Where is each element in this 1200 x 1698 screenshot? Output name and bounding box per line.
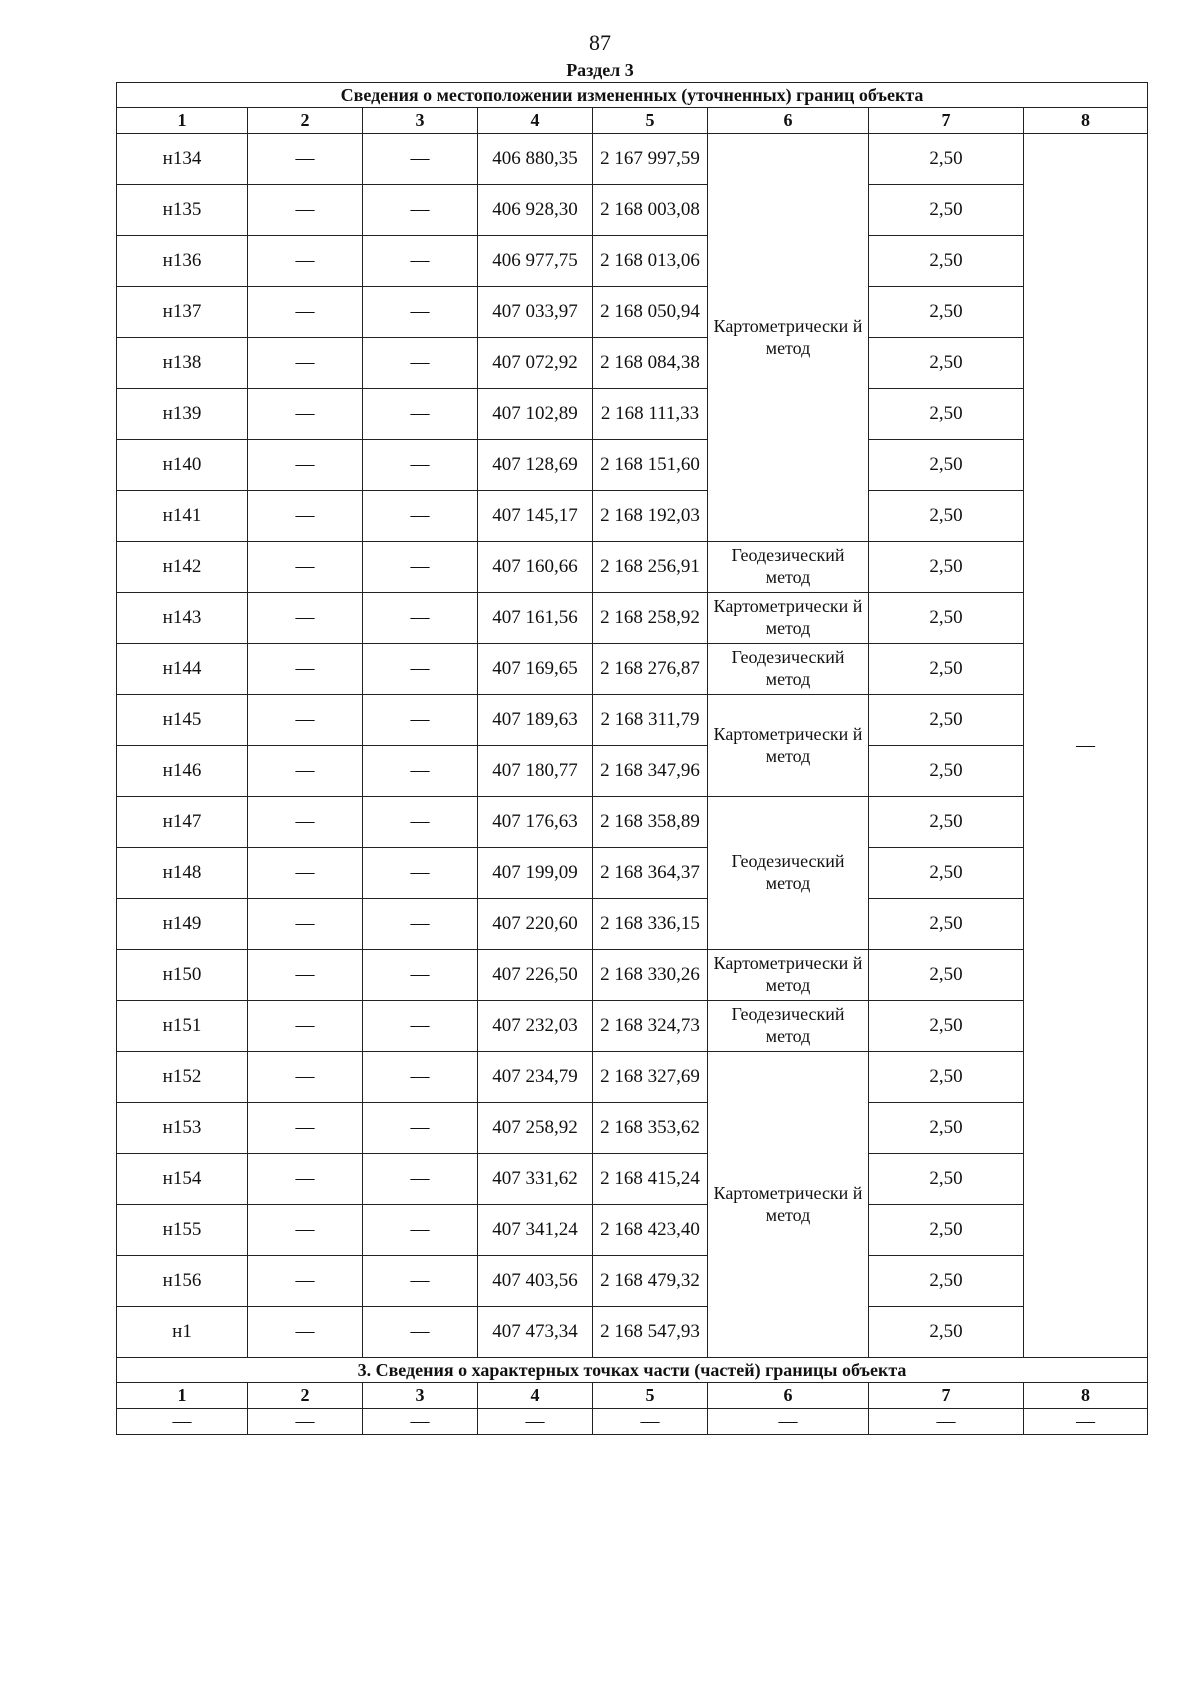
point-name: н139 <box>117 389 248 440</box>
col3-value: — <box>363 491 478 542</box>
col2-value: — <box>248 440 363 491</box>
precision-value: 2,50 <box>869 542 1024 593</box>
precision-value: 2,50 <box>869 185 1024 236</box>
y-coordinate: 2 168 258,92 <box>593 593 708 644</box>
col3-value: — <box>363 287 478 338</box>
col2-value: — <box>248 1103 363 1154</box>
col2-value: — <box>248 287 363 338</box>
precision-value: 2,50 <box>869 1001 1024 1052</box>
method-cell: Геодезический метод <box>708 1001 869 1052</box>
y-coordinate: 2 168 479,32 <box>593 1256 708 1307</box>
col3-value: — <box>363 542 478 593</box>
col2-value: — <box>248 185 363 236</box>
x-coordinate: 407 331,62 <box>478 1154 593 1205</box>
table-row <box>117 1001 1148 1052</box>
col2-value: — <box>248 236 363 287</box>
part-value-8: — <box>1024 1409 1148 1435</box>
col2-value: — <box>248 1052 363 1103</box>
y-coordinate: 2 168 151,60 <box>593 440 708 491</box>
part-value-7: — <box>869 1409 1024 1435</box>
precision-value: 2,50 <box>869 440 1024 491</box>
precision-value: 2,50 <box>869 695 1024 746</box>
col2-value: — <box>248 491 363 542</box>
x-coordinate: 406 880,35 <box>478 134 593 185</box>
col3-value: — <box>363 1256 478 1307</box>
y-coordinate: 2 168 547,93 <box>593 1307 708 1358</box>
col3-value: — <box>363 593 478 644</box>
x-coordinate: 407 473,34 <box>478 1307 593 1358</box>
col3-value: — <box>363 1154 478 1205</box>
column-number-row <box>117 108 1148 134</box>
part-value-5: — <box>593 1409 708 1435</box>
col8-value: — <box>1024 134 1148 1358</box>
col2-value: — <box>248 389 363 440</box>
col2-value: — <box>248 134 363 185</box>
precision-value: 2,50 <box>869 1256 1024 1307</box>
x-coordinate: 407 341,24 <box>478 1205 593 1256</box>
precision-value: 2,50 <box>869 1103 1024 1154</box>
y-coordinate: 2 168 364,37 <box>593 848 708 899</box>
table-row <box>117 389 1148 440</box>
col3-value: — <box>363 644 478 695</box>
column-number-8: 8 <box>1024 1383 1148 1409</box>
x-coordinate: 407 232,03 <box>478 1001 593 1052</box>
boundary-points-table <box>116 82 1148 1435</box>
table-row <box>117 1256 1148 1307</box>
x-coordinate: 407 189,63 <box>478 695 593 746</box>
table-row <box>117 797 1148 848</box>
point-name: н155 <box>117 1205 248 1256</box>
y-coordinate: 2 168 353,62 <box>593 1103 708 1154</box>
x-coordinate: 407 226,50 <box>478 950 593 1001</box>
column-number-2: 2 <box>248 108 363 134</box>
col3-value: — <box>363 185 478 236</box>
precision-value: 2,50 <box>869 899 1024 950</box>
part-title: 3. Сведения о характерных точках части (частей) границы объекта <box>117 1358 1148 1383</box>
y-coordinate: 2 168 324,73 <box>593 1001 708 1052</box>
part-value-2: — <box>248 1409 363 1435</box>
col2-value: — <box>248 899 363 950</box>
precision-value: 2,50 <box>869 338 1024 389</box>
y-coordinate: 2 168 347,96 <box>593 746 708 797</box>
point-name: н146 <box>117 746 248 797</box>
method-cell: Геодезический метод <box>708 542 869 593</box>
x-coordinate: 407 234,79 <box>478 1052 593 1103</box>
y-coordinate: 2 168 084,38 <box>593 338 708 389</box>
x-coordinate: 407 160,66 <box>478 542 593 593</box>
point-name: н148 <box>117 848 248 899</box>
point-name: н145 <box>117 695 248 746</box>
method-cell: Геодезический метод <box>708 644 869 695</box>
column-number-7: 7 <box>869 108 1024 134</box>
point-name: н135 <box>117 185 248 236</box>
y-coordinate: 2 168 336,15 <box>593 899 708 950</box>
point-name: н144 <box>117 644 248 695</box>
col3-value: — <box>363 134 478 185</box>
x-coordinate: 407 169,65 <box>478 644 593 695</box>
col2-value: — <box>248 1154 363 1205</box>
x-coordinate: 407 220,60 <box>478 899 593 950</box>
y-coordinate: 2 168 256,91 <box>593 542 708 593</box>
col2-value: — <box>248 542 363 593</box>
col3-value: — <box>363 695 478 746</box>
x-coordinate: 406 977,75 <box>478 236 593 287</box>
part-value-1: — <box>117 1409 248 1435</box>
table-row <box>117 1307 1148 1358</box>
col3-value: — <box>363 746 478 797</box>
y-coordinate: 2 167 997,59 <box>593 134 708 185</box>
table-row <box>117 491 1148 542</box>
y-coordinate: 2 168 003,08 <box>593 185 708 236</box>
point-name: н151 <box>117 1001 248 1052</box>
table-row <box>117 1052 1148 1103</box>
col3-value: — <box>363 338 478 389</box>
table-row <box>117 899 1148 950</box>
table-title-row <box>117 83 1148 108</box>
point-name: н152 <box>117 1052 248 1103</box>
point-name: н149 <box>117 899 248 950</box>
col3-value: — <box>363 797 478 848</box>
point-name: н137 <box>117 287 248 338</box>
col2-value: — <box>248 338 363 389</box>
point-name: н134 <box>117 134 248 185</box>
table-row <box>117 1103 1148 1154</box>
y-coordinate: 2 168 192,03 <box>593 491 708 542</box>
point-name: н150 <box>117 950 248 1001</box>
column-number-6: 6 <box>708 1383 869 1409</box>
table-row <box>117 746 1148 797</box>
col3-value: — <box>363 1205 478 1256</box>
precision-value: 2,50 <box>869 389 1024 440</box>
page-number: 87 <box>589 30 611 55</box>
point-name: н156 <box>117 1256 248 1307</box>
table-row <box>117 287 1148 338</box>
section-label: Раздел 3 <box>566 60 634 80</box>
table-row <box>117 134 1148 185</box>
table-row <box>117 236 1148 287</box>
precision-value: 2,50 <box>869 1205 1024 1256</box>
col3-value: — <box>363 440 478 491</box>
column-number-1: 1 <box>117 108 248 134</box>
point-name: н147 <box>117 797 248 848</box>
table-row <box>117 593 1148 644</box>
table-row <box>117 848 1148 899</box>
precision-value: 2,50 <box>869 950 1024 1001</box>
precision-value: 2,50 <box>869 1307 1024 1358</box>
method-cell: Картометрически й метод <box>708 1052 869 1358</box>
col3-value: — <box>363 848 478 899</box>
table-row <box>117 950 1148 1001</box>
col3-value: — <box>363 1001 478 1052</box>
column-number-2: 2 <box>248 1383 363 1409</box>
method-cell: Картометрически й метод <box>708 695 869 797</box>
column-number-6: 6 <box>708 108 869 134</box>
x-coordinate: 407 161,56 <box>478 593 593 644</box>
col3-value: — <box>363 950 478 1001</box>
method-cell: Картометрически й метод <box>708 593 869 644</box>
col3-value: — <box>363 899 478 950</box>
precision-value: 2,50 <box>869 491 1024 542</box>
part-column-number-row <box>117 1383 1148 1409</box>
point-name: н142 <box>117 542 248 593</box>
col2-value: — <box>248 797 363 848</box>
y-coordinate: 2 168 415,24 <box>593 1154 708 1205</box>
y-coordinate: 2 168 330,26 <box>593 950 708 1001</box>
point-name: н154 <box>117 1154 248 1205</box>
col3-value: — <box>363 1307 478 1358</box>
x-coordinate: 407 199,09 <box>478 848 593 899</box>
x-coordinate: 407 102,89 <box>478 389 593 440</box>
precision-value: 2,50 <box>869 1154 1024 1205</box>
precision-value: 2,50 <box>869 746 1024 797</box>
precision-value: 2,50 <box>869 848 1024 899</box>
point-name: н141 <box>117 491 248 542</box>
table-row <box>117 1205 1148 1256</box>
col2-value: — <box>248 746 363 797</box>
point-name: н153 <box>117 1103 248 1154</box>
part-value-6: — <box>708 1409 869 1435</box>
table-title: Сведения о местоположении измененных (уточненных) границ объекта <box>117 83 1148 108</box>
method-cell: Картометрически й метод <box>708 134 869 542</box>
part-value-3: — <box>363 1409 478 1435</box>
y-coordinate: 2 168 276,87 <box>593 644 708 695</box>
col2-value: — <box>248 1205 363 1256</box>
table-row <box>117 644 1148 695</box>
x-coordinate: 407 403,56 <box>478 1256 593 1307</box>
y-coordinate: 2 168 423,40 <box>593 1205 708 1256</box>
x-coordinate: 407 072,92 <box>478 338 593 389</box>
point-name: н1 <box>117 1307 248 1358</box>
col2-value: — <box>248 695 363 746</box>
precision-value: 2,50 <box>869 593 1024 644</box>
method-cell: Геодезический метод <box>708 797 869 950</box>
y-coordinate: 2 168 013,06 <box>593 236 708 287</box>
y-coordinate: 2 168 050,94 <box>593 287 708 338</box>
precision-value: 2,50 <box>869 797 1024 848</box>
col2-value: — <box>248 1307 363 1358</box>
table-row <box>117 1154 1148 1205</box>
col2-value: — <box>248 950 363 1001</box>
x-coordinate: 407 176,63 <box>478 797 593 848</box>
precision-value: 2,50 <box>869 287 1024 338</box>
part-data-row <box>117 1409 1148 1435</box>
column-number-5: 5 <box>593 1383 708 1409</box>
x-coordinate: 407 180,77 <box>478 746 593 797</box>
col2-value: — <box>248 644 363 695</box>
method-cell: Картометрически й метод <box>708 950 869 1001</box>
column-number-5: 5 <box>593 108 708 134</box>
precision-value: 2,50 <box>869 236 1024 287</box>
x-coordinate: 407 258,92 <box>478 1103 593 1154</box>
column-number-3: 3 <box>363 1383 478 1409</box>
column-number-4: 4 <box>478 108 593 134</box>
col2-value: — <box>248 1256 363 1307</box>
y-coordinate: 2 168 111,33 <box>593 389 708 440</box>
x-coordinate: 407 033,97 <box>478 287 593 338</box>
col3-value: — <box>363 236 478 287</box>
table-row <box>117 440 1148 491</box>
col2-value: — <box>248 1001 363 1052</box>
col3-value: — <box>363 1052 478 1103</box>
col2-value: — <box>248 848 363 899</box>
column-number-3: 3 <box>363 108 478 134</box>
x-coordinate: 406 928,30 <box>478 185 593 236</box>
point-name: н143 <box>117 593 248 644</box>
part-value-4: — <box>478 1409 593 1435</box>
col2-value: — <box>248 593 363 644</box>
point-name: н138 <box>117 338 248 389</box>
precision-value: 2,50 <box>869 644 1024 695</box>
x-coordinate: 407 128,69 <box>478 440 593 491</box>
col3-value: — <box>363 1103 478 1154</box>
col3-value: — <box>363 389 478 440</box>
y-coordinate: 2 168 358,89 <box>593 797 708 848</box>
column-number-7: 7 <box>869 1383 1024 1409</box>
column-number-4: 4 <box>478 1383 593 1409</box>
precision-value: 2,50 <box>869 134 1024 185</box>
y-coordinate: 2 168 327,69 <box>593 1052 708 1103</box>
x-coordinate: 407 145,17 <box>478 491 593 542</box>
table-row <box>117 542 1148 593</box>
part-title-row <box>117 1358 1148 1383</box>
point-name: н140 <box>117 440 248 491</box>
precision-value: 2,50 <box>869 1052 1024 1103</box>
y-coordinate: 2 168 311,79 <box>593 695 708 746</box>
column-number-1: 1 <box>117 1383 248 1409</box>
table-row <box>117 338 1148 389</box>
table-row <box>117 695 1148 746</box>
column-number-8: 8 <box>1024 108 1148 134</box>
table-row <box>117 185 1148 236</box>
point-name: н136 <box>117 236 248 287</box>
